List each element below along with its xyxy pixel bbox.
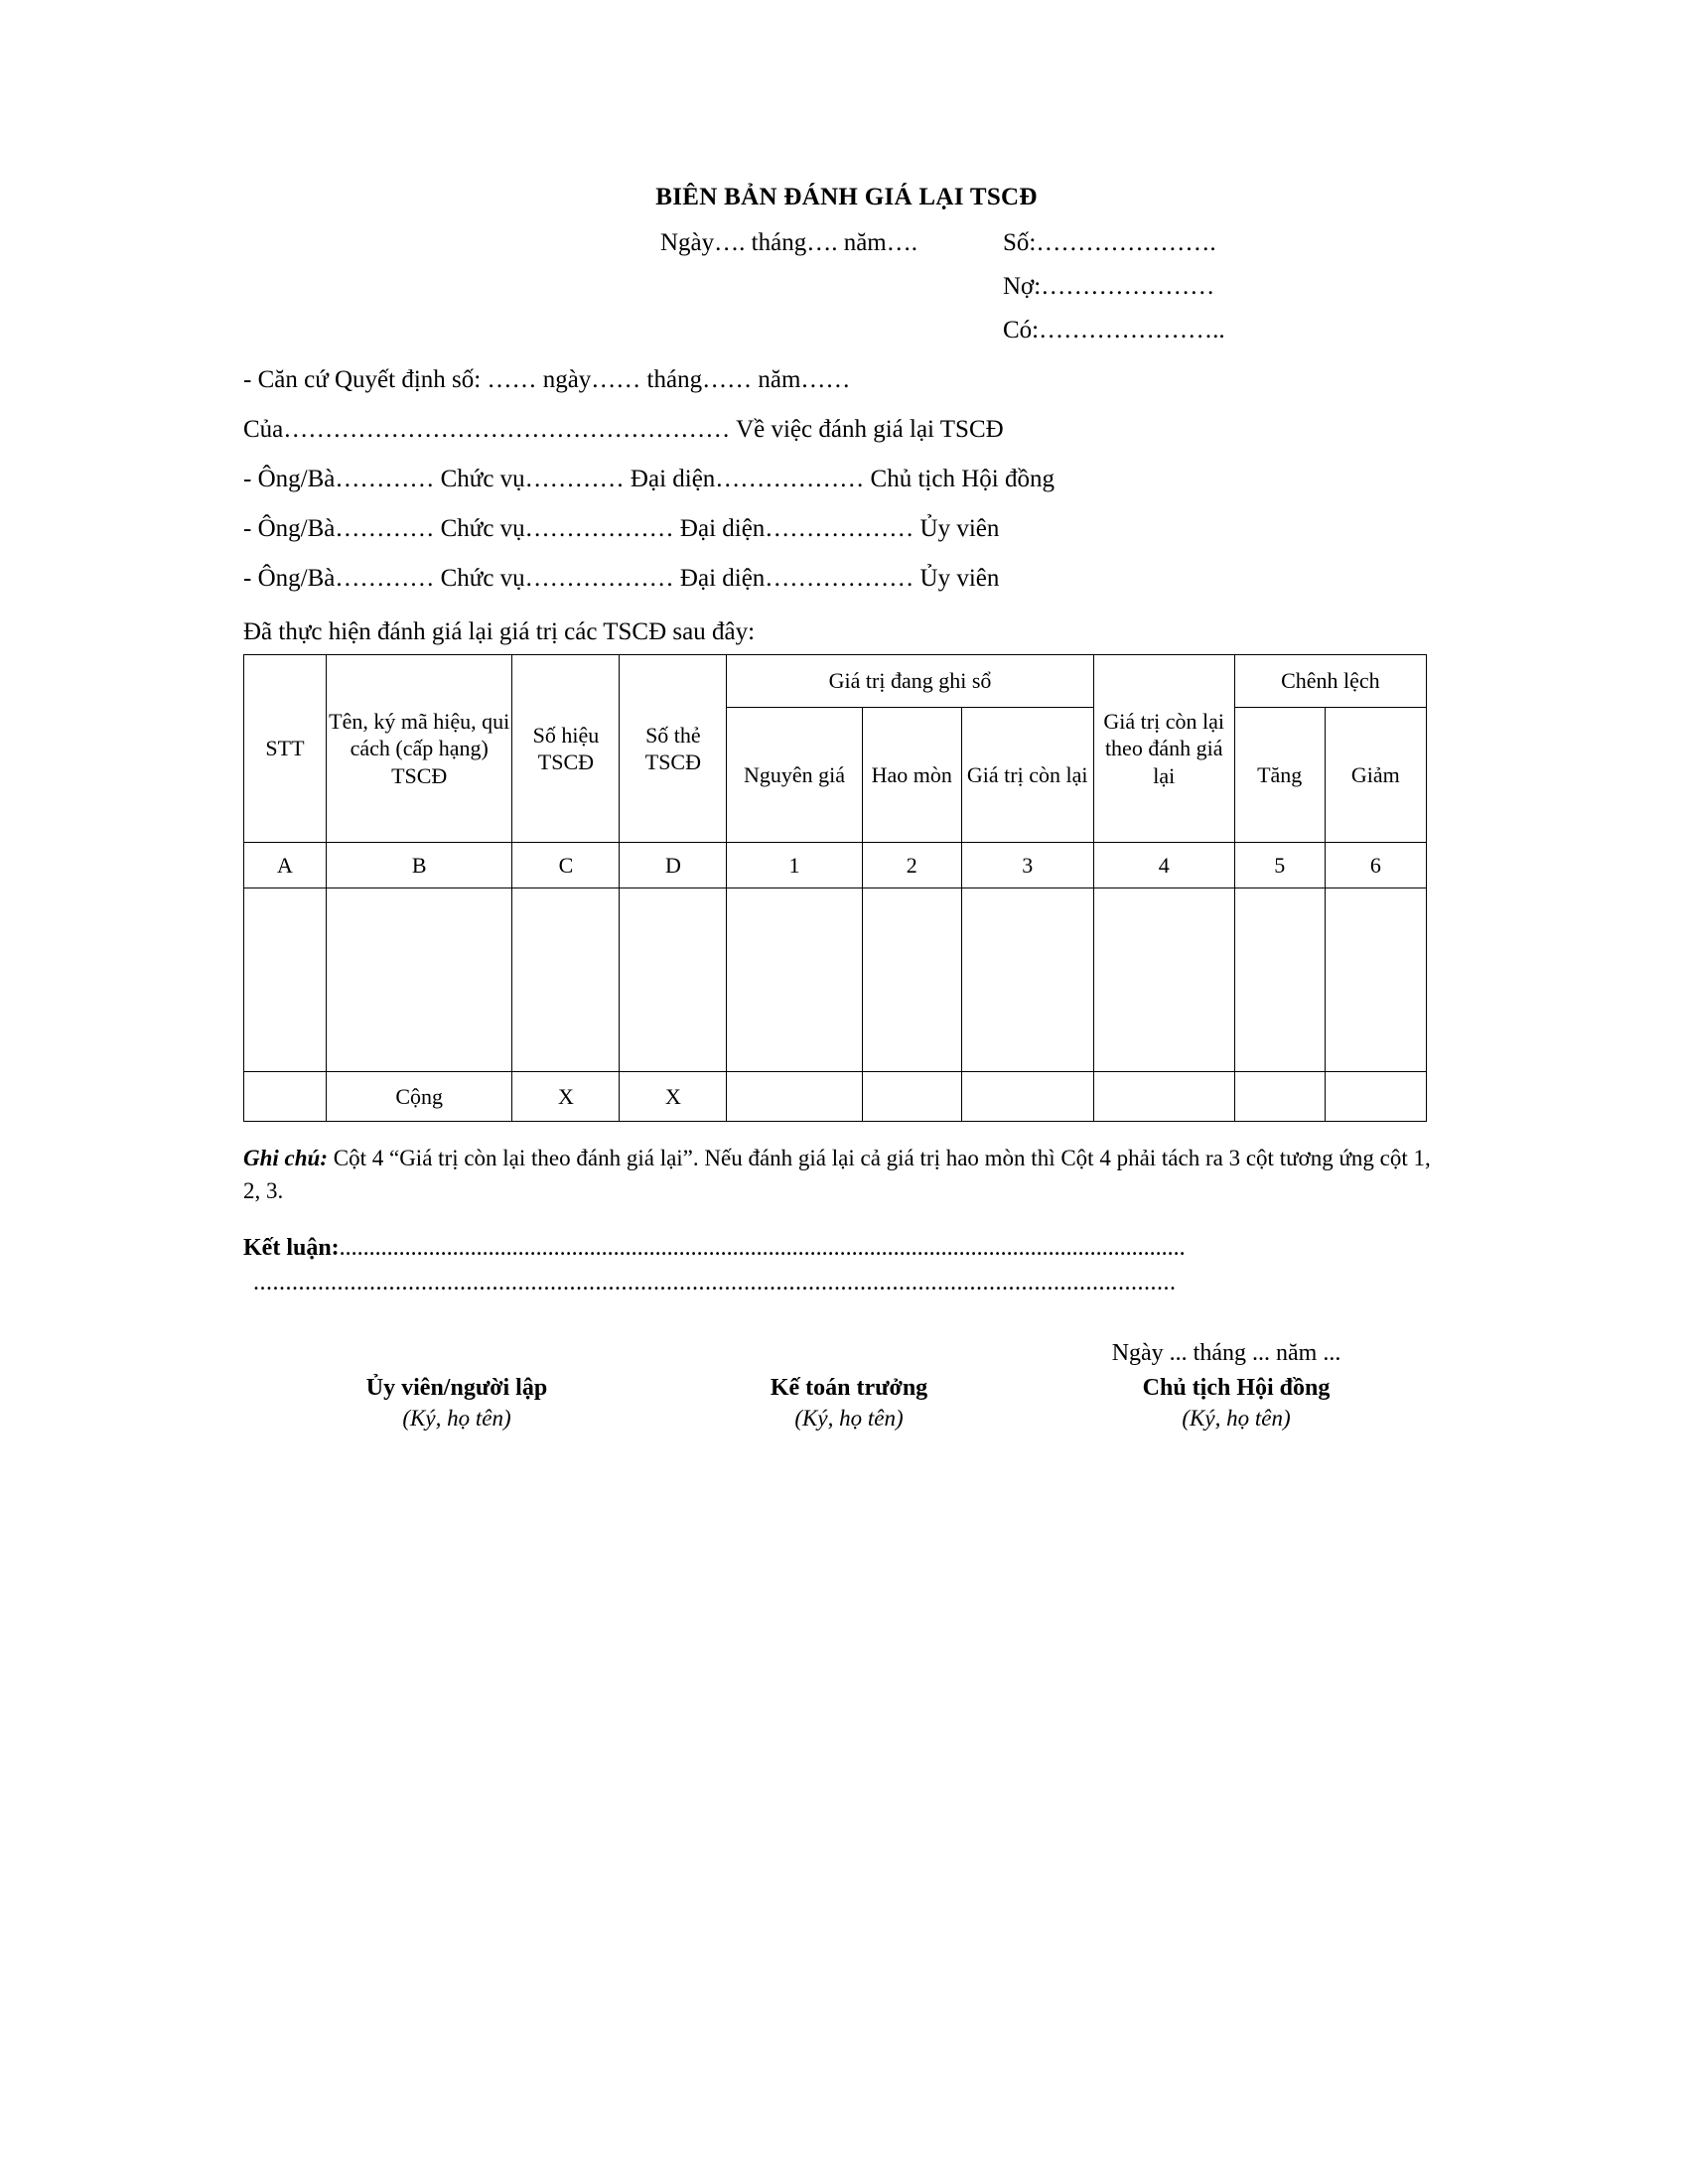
code-so: Số:…………………. (1003, 229, 1216, 256)
document-body (243, 184, 1450, 1431)
letter-cell-3: 3 (961, 843, 1093, 888)
signature-title-chief-accountant: Kế toán trưởng (770, 1375, 928, 1401)
signature-sub-chairman: (Ký, họ tên) (1182, 1406, 1291, 1431)
note-block (243, 1142, 1450, 1208)
note-label: Ghi chú: (243, 1146, 328, 1170)
paragraph-of: Của……………………………………………… Về việc đánh giá lại TSCĐ (243, 416, 1004, 443)
cell-con-lai-danh-gia[interactable] (1093, 888, 1234, 1072)
letter-cell-1: 1 (727, 843, 862, 888)
cell-so-the[interactable] (620, 888, 727, 1072)
note-text: Cột 4 “Giá trị còn lại theo đánh giá lại”. Nếu đánh giá lại cả giá trị hao mòn thì Cột 4 phải tách ra 3 cột tương ứng cột 1, 2, 3. (243, 1146, 1431, 1204)
signature-date: Ngày ... tháng ... năm ... (1111, 1340, 1341, 1366)
code-no: Nợ:………………… (1003, 273, 1215, 300)
cell-giam[interactable] (1325, 888, 1426, 1072)
signature-block-preparer (243, 1375, 670, 1432)
conclusion-label: Kết luận: (243, 1234, 340, 1261)
header-asset-name: Tên, ký mã hiệu, qui cách (cấp hạng) TSCĐ (326, 655, 512, 843)
signature-title-chairman: Chủ tịch Hội đồng (1142, 1375, 1331, 1401)
header-hao-mon: Hao mòn (862, 708, 961, 843)
letter-cell-5: 5 (1234, 843, 1325, 888)
paragraph-decision: - Căn cứ Quyết định số: …… ngày…… tháng…… năm…… (243, 366, 851, 393)
paragraph-chairman: - Ông/Bà………… Chức vụ………… Đại diện……………… Chủ tịch Hội đồng (243, 466, 1055, 492)
signature-block-chairman (1028, 1375, 1445, 1432)
code-lines (1003, 229, 1225, 344)
code-co: Có:………………….. (1003, 317, 1225, 343)
conclusion-block (243, 1230, 1450, 1266)
cell-gia-tri-con-lai[interactable] (961, 888, 1093, 1072)
header-so-hieu: Số hiệu TSCĐ (512, 655, 620, 843)
total-tang (1234, 1072, 1325, 1122)
conclusion-dots-2: ............................................................................................................................................... (253, 1269, 1177, 1296)
paragraph-member-2: - Ông/Bà………… Chức vụ……………… Đại diện……………… Ủy viên (243, 565, 1000, 592)
page-title: BIÊN BẢN ĐÁNH GIÁ LẠI TSCĐ (655, 184, 1038, 210)
assets-revaluation-table (243, 654, 1427, 1122)
header-tang: Tăng (1234, 708, 1325, 843)
total-con-lai-danh-gia (1093, 1072, 1234, 1122)
total-giam (1325, 1072, 1426, 1122)
table-intro: Đã thực hiện đánh giá lại giá trị các TSCĐ sau đây: (243, 618, 756, 645)
letter-cell-2: 2 (862, 843, 961, 888)
cell-tang[interactable] (1234, 888, 1325, 1072)
header-remaining-revalued: Giá trị còn lại theo đánh giá lại (1093, 655, 1234, 843)
total-nguyen-gia (727, 1072, 862, 1122)
date-line: Ngày…. tháng…. năm…. (660, 229, 917, 256)
header-gia-tri-con-lai: Giá trị còn lại (961, 708, 1093, 843)
table-header-row-1 (244, 655, 1427, 708)
total-gia-tri-con-lai (961, 1072, 1093, 1122)
date-and-code-block (660, 229, 1450, 344)
signature-row (243, 1375, 1450, 1432)
signature-title-preparer: Ủy viên/người lập (365, 1375, 548, 1401)
table-row[interactable] (244, 888, 1427, 1072)
total-x-2: X (620, 1072, 727, 1122)
header-stt: STT (244, 655, 327, 843)
letter-cell-4: 4 (1093, 843, 1234, 888)
letter-cell-b: B (326, 843, 512, 888)
header-group-book-value: Giá trị đang ghi sổ (727, 655, 1093, 708)
signature-sub-preparer: (Ký, họ tên) (402, 1406, 511, 1431)
letter-cell-c: C (512, 843, 620, 888)
cell-nguyen-gia[interactable] (727, 888, 862, 1072)
paragraph-member-1: - Ông/Bà………… Chức vụ……………… Đại diện……………… Ủy viên (243, 515, 1000, 542)
header-so-the: Số thẻ TSCĐ (620, 655, 727, 843)
letter-cell-6: 6 (1325, 843, 1426, 888)
total-cell-stt (244, 1072, 327, 1122)
table-total-row (244, 1072, 1427, 1122)
cell-so-hieu[interactable] (512, 888, 620, 1072)
conclusion-dots-1: .............................................................................................................................................. (339, 1234, 1186, 1261)
table-letter-row (244, 843, 1427, 888)
header-group-difference: Chênh lệch (1234, 655, 1426, 708)
total-label: Cộng (326, 1072, 512, 1122)
header-nguyen-gia: Nguyên giá (727, 708, 862, 843)
signature-sub-chief-accountant: (Ký, họ tên) (794, 1406, 904, 1431)
letter-cell-d: D (620, 843, 727, 888)
total-hao-mon (862, 1072, 961, 1122)
signature-block-chief-accountant (670, 1375, 1028, 1432)
header-giam: Giảm (1325, 708, 1426, 843)
cell-hao-mon[interactable] (862, 888, 961, 1072)
cell-stt[interactable] (244, 888, 327, 1072)
cell-name[interactable] (326, 888, 512, 1072)
total-x-1: X (512, 1072, 620, 1122)
letter-cell-a: A (244, 843, 327, 888)
